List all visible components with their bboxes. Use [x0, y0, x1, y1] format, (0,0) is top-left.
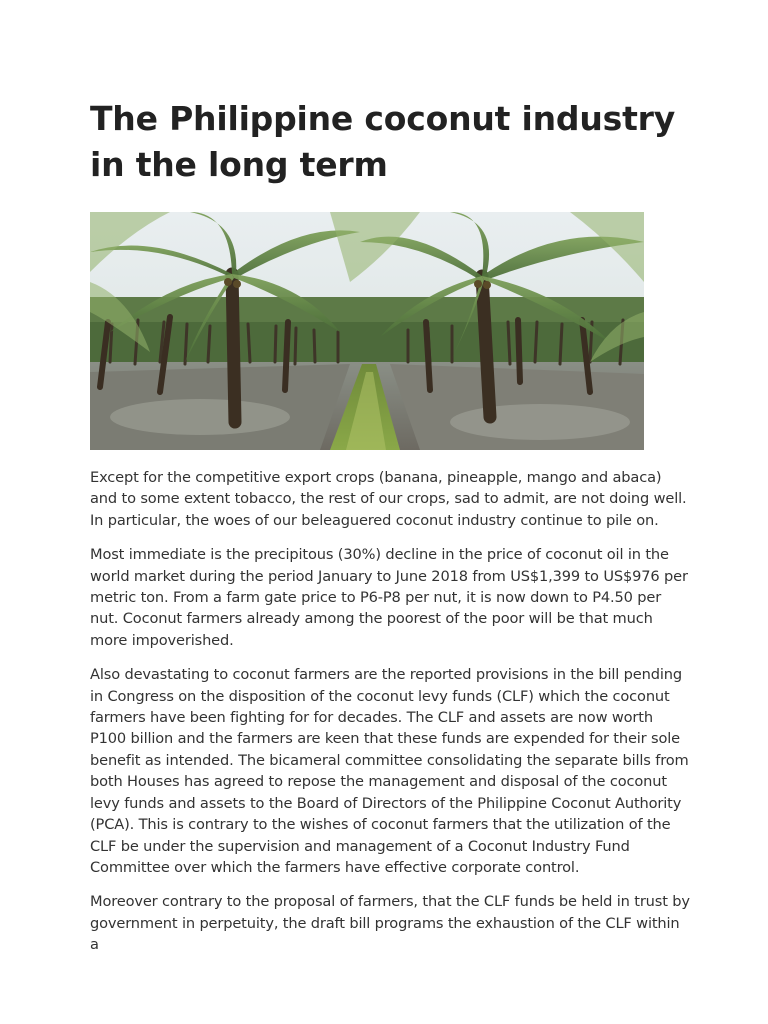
article-paragraph: Moreover contrary to the proposal of farmers, that the CLF funds be held in trust by government in perpetuity, the draft bill programs the exhaustion of the CLF within a	[90, 893, 690, 954]
article-paragraph: Except for the competitive export crops (banana, pineapple, mango and abaca) and to some extent tobacco, the rest of our crops, sad to admit, are not doing well. In particular, the woes of our beleaguered coconut industry continue to pile on.	[90, 469, 687, 529]
coconut-plantation-photo	[90, 212, 644, 450]
article	[90, 96, 690, 969]
article-paragraph: Most immediate is the precipitous (30%) decline in the price of coconut oil in the world market during the period January to June 2018 from US$1,399 to US$976 per metric ton. From a farm gate price to P6-P8 per nut, it is now down to P4.50 per nut. Coconut farmers already among the poorest of the poor will be that much more impoverished.	[90, 546, 688, 649]
article-paragraph: Also devastating to coconut farmers are the reported provisions in the bill pending in Congress on the disposition of the coconut levy funds (CLF) which the coconut farmers have been fighting for for decades. The CLF and assets are now worth P100 billion and the farmers are keen that these funds are expended for their sole benefit as intended. The bicameral committee consolidating the separate bills from both Houses has agreed to repose the management and disposal of the coconut levy funds and assets to the Board of Directors of the Philippine Coconut Authority (PCA). This is contrary to the wishes of coconut farmers that the utilization of the CLF be under the supervision and management of a Coconut Industry Fund Committee over which the farmers have effective corporate control.	[90, 666, 689, 876]
article-body	[90, 467, 690, 956]
article-title: The Philippine coconut industry in the long term	[90, 99, 676, 184]
